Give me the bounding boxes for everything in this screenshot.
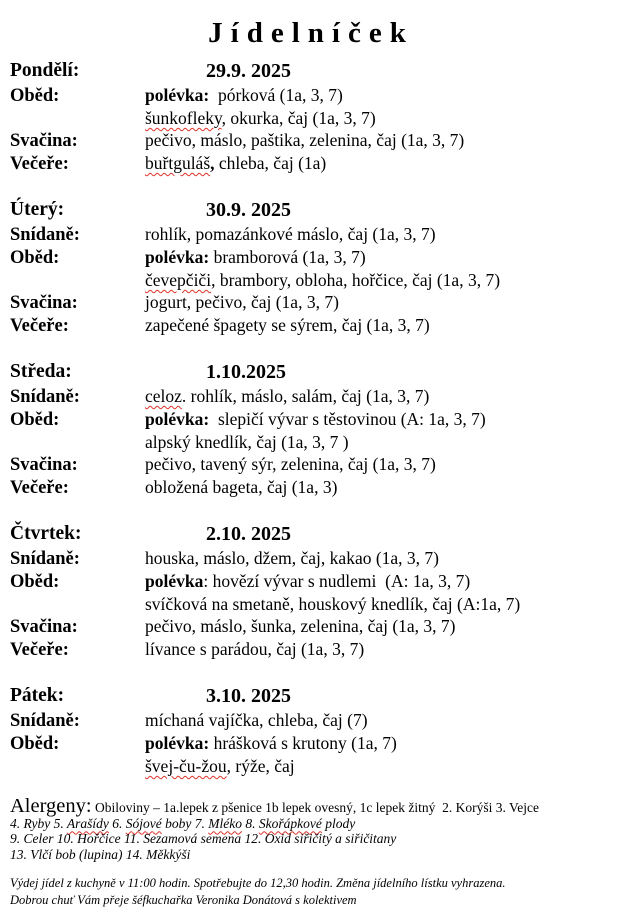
meal-label: Večeře: <box>10 640 69 660</box>
misspelled-word: šunkofleky <box>145 108 222 128</box>
menu-row <box>10 385 612 408</box>
day-block-friday <box>10 683 612 777</box>
course-label: polévka: <box>145 247 210 267</box>
day-block-monday <box>10 58 612 175</box>
menu-row <box>10 408 612 431</box>
misspelled-word: Arašídy <box>66 815 109 831</box>
menu-row <box>10 732 612 755</box>
meal-text: jogurt, pečivo, čaj (1a, 3, 7) <box>145 292 339 312</box>
menu-row <box>10 129 612 152</box>
allergens-text: boby 7. <box>161 815 209 831</box>
meal-text: , <box>210 153 215 173</box>
meal-content <box>145 615 456 637</box>
menu-row <box>10 453 612 476</box>
menu-row <box>10 107 612 129</box>
menu-row <box>10 314 612 337</box>
meal-text: alpský knedlík, čaj (1a, 3, 7 ) <box>145 432 349 452</box>
menu-row <box>10 570 612 593</box>
day-block-wednesday <box>10 359 612 499</box>
day-name: Středa: <box>10 361 72 382</box>
meal-content <box>145 593 520 615</box>
misspelled-word: celoz <box>145 386 182 406</box>
meal-content <box>145 638 364 660</box>
meal-label: Snídaně: <box>10 711 80 731</box>
day-header <box>10 521 612 547</box>
menu-row <box>10 593 612 615</box>
misspelled-word: Mléko <box>208 815 242 831</box>
allergens-section <box>10 795 612 862</box>
misspelled-word: Sójové <box>125 815 162 831</box>
meal-text: , brambory, obloha, hořčice, čaj (1a, 3, 7) <box>211 270 501 290</box>
course-label: polévka <box>145 571 204 591</box>
menu-row <box>10 152 612 175</box>
day-name: Pátek: <box>10 685 65 706</box>
meal-label: Oběd: <box>10 410 60 430</box>
day-name: Úterý: <box>10 199 65 220</box>
day-date: 3.10. 2025 <box>206 685 291 707</box>
meal-text: : hovězí vývar s nudlemi (A: 1a, 3, 7) <box>203 571 471 591</box>
meal-content <box>145 246 366 268</box>
meal-label: Oběd: <box>10 248 60 268</box>
meal-label: Večeře: <box>10 478 69 498</box>
meal-content <box>145 107 376 129</box>
meal-text: rohlík, pomazánkové máslo, čaj (1a, 3, 7) <box>145 224 436 244</box>
allergens-text: 6. <box>108 815 126 831</box>
meal-label: Svačina: <box>10 617 78 637</box>
menu-row <box>10 547 612 570</box>
meal-content <box>145 129 464 151</box>
meal-text: míchaná vajíčka, chleba, čaj (7) <box>145 710 368 730</box>
meal-text: pečivo, máslo, paštika, zelenina, čaj (1a, 3, 7) <box>145 130 465 150</box>
meal-content <box>145 152 326 174</box>
meal-content <box>145 431 349 453</box>
day-date: 1.10.2025 <box>206 361 286 383</box>
menu-row <box>10 615 612 638</box>
day-header <box>10 197 612 223</box>
meal-text: pórková (1a, 3, 7) <box>209 85 343 105</box>
meal-content <box>145 453 436 475</box>
day-block-thursday <box>10 521 612 661</box>
day-header <box>10 683 612 709</box>
footer-line-1: Výdej jídel z kuchyně v 11:00 hodin. Spotřebujte do 12,30 hodin. Změna jídelního lístku vyhrazena. <box>10 876 506 890</box>
day-header <box>10 58 612 84</box>
meal-label: Snídaně: <box>10 387 80 407</box>
meal-text: . rohlík, máslo, salám, čaj (1a, 3, 7) <box>181 386 430 406</box>
allergens-text: 4. Ryby 5. <box>10 815 67 831</box>
meal-text: pečivo, máslo, šunka, zelenina, čaj (1a, 3, 7) <box>145 616 456 636</box>
meal-content <box>145 84 343 106</box>
menu-row <box>10 84 612 107</box>
meal-text: hrášková s krutony (1a, 7) <box>209 733 397 753</box>
meal-text: pečivo, tavený sýr, zelenina, čaj (1a, 3, 7) <box>145 454 436 474</box>
misspelled-word: čevepčiči <box>145 270 212 290</box>
meal-label: Oběd: <box>10 734 60 754</box>
meal-text: chleba, čaj (1a) <box>214 153 327 173</box>
misspelled-word: švej-ču-žou <box>145 756 227 776</box>
meal-content <box>145 547 439 569</box>
menu-row <box>10 638 612 661</box>
allergens-heading: Alergeny: <box>10 795 92 817</box>
menu-row <box>10 246 612 269</box>
menu-row <box>10 291 612 314</box>
meal-label: Snídaně: <box>10 549 80 569</box>
meal-content <box>145 476 337 498</box>
meal-text: slepičí vývar s těstovinou (A: 1a, 3, 7) <box>209 409 486 429</box>
menu-row <box>10 709 612 732</box>
meal-text: zapečené špagety se sýrem, čaj (1a, 3, 7) <box>145 315 430 335</box>
meal-content <box>145 732 397 754</box>
meal-content <box>145 291 339 313</box>
day-header <box>10 359 612 385</box>
menu-row <box>10 223 612 246</box>
meal-label: Oběd: <box>10 86 60 106</box>
allergens-line-1 <box>10 795 612 817</box>
meal-content <box>145 269 500 291</box>
menu-row <box>10 476 612 499</box>
allergens-line-4: 13. Vlčí bob (lupina) 14. Měkkýši <box>10 846 191 862</box>
meal-label: Večeře: <box>10 154 69 174</box>
meal-label: Večeře: <box>10 316 69 336</box>
day-name: Pondělí: <box>10 60 80 81</box>
meal-text: svíčková na smetaně, houskový knedlík, čaj (A:1a, 7) <box>145 594 521 614</box>
allergens-text: 8. <box>241 815 259 831</box>
course-label: polévka: <box>145 85 210 105</box>
meal-content <box>145 570 470 592</box>
day-date: 2.10. 2025 <box>206 523 291 545</box>
day-date: 29.9. 2025 <box>206 60 291 82</box>
day-date: 30.9. 2025 <box>206 199 291 221</box>
allergens-text: Obiloviny – 1a.lepek z pšenice 1b lepek ovesný, 1c lepek žitný 2. Korýši 3. Vejce <box>91 800 539 815</box>
meal-label: Svačina: <box>10 293 78 313</box>
allergens-text: plody <box>321 815 356 831</box>
allergens-line-2 <box>10 816 612 832</box>
menu-title: Jídelníček <box>208 17 414 49</box>
meal-content <box>145 223 436 245</box>
meal-text: houska, máslo, džem, čaj, kakao (1a, 3, 7) <box>145 548 440 568</box>
meal-text: obložená bageta, čaj (1a, 3) <box>145 477 338 497</box>
menu-row <box>10 755 612 777</box>
day-block-tuesday <box>10 197 612 337</box>
meal-label: Snídaně: <box>10 225 80 245</box>
menu-row <box>10 431 612 453</box>
meal-content <box>145 385 429 407</box>
meal-content <box>145 755 295 777</box>
meal-text: , rýže, čaj <box>226 756 295 776</box>
meal-text: lívance s parádou, čaj (1a, 3, 7) <box>145 639 365 659</box>
menu-row <box>10 269 612 291</box>
allergens-line-3: 9. Celer 10. Hořčice 11. Sezamová semena 12. Oxid siřičitý a siřičitany <box>10 831 397 846</box>
meal-content <box>145 408 486 430</box>
course-label: polévka: <box>145 733 210 753</box>
meal-label: Oběd: <box>10 572 60 592</box>
day-name: Čtvrtek: <box>10 523 82 544</box>
misspelled-word: buřtguláš <box>145 153 211 173</box>
meal-content <box>145 314 430 336</box>
course-label: polévka: <box>145 409 210 429</box>
misspelled-word: Skořápkové <box>258 815 322 831</box>
meal-text: bramborová (1a, 3, 7) <box>209 247 366 267</box>
meal-content <box>145 709 368 731</box>
meal-text: , okurka, čaj (1a, 3, 7) <box>221 108 376 128</box>
footer-line-2: Dobrou chuť Vám přeje šéfkuchařka Veronika Donátová s kolektivem <box>10 892 357 907</box>
footer-note <box>10 875 612 908</box>
meal-label: Svačina: <box>10 131 78 151</box>
meal-label: Svačina: <box>10 455 78 475</box>
